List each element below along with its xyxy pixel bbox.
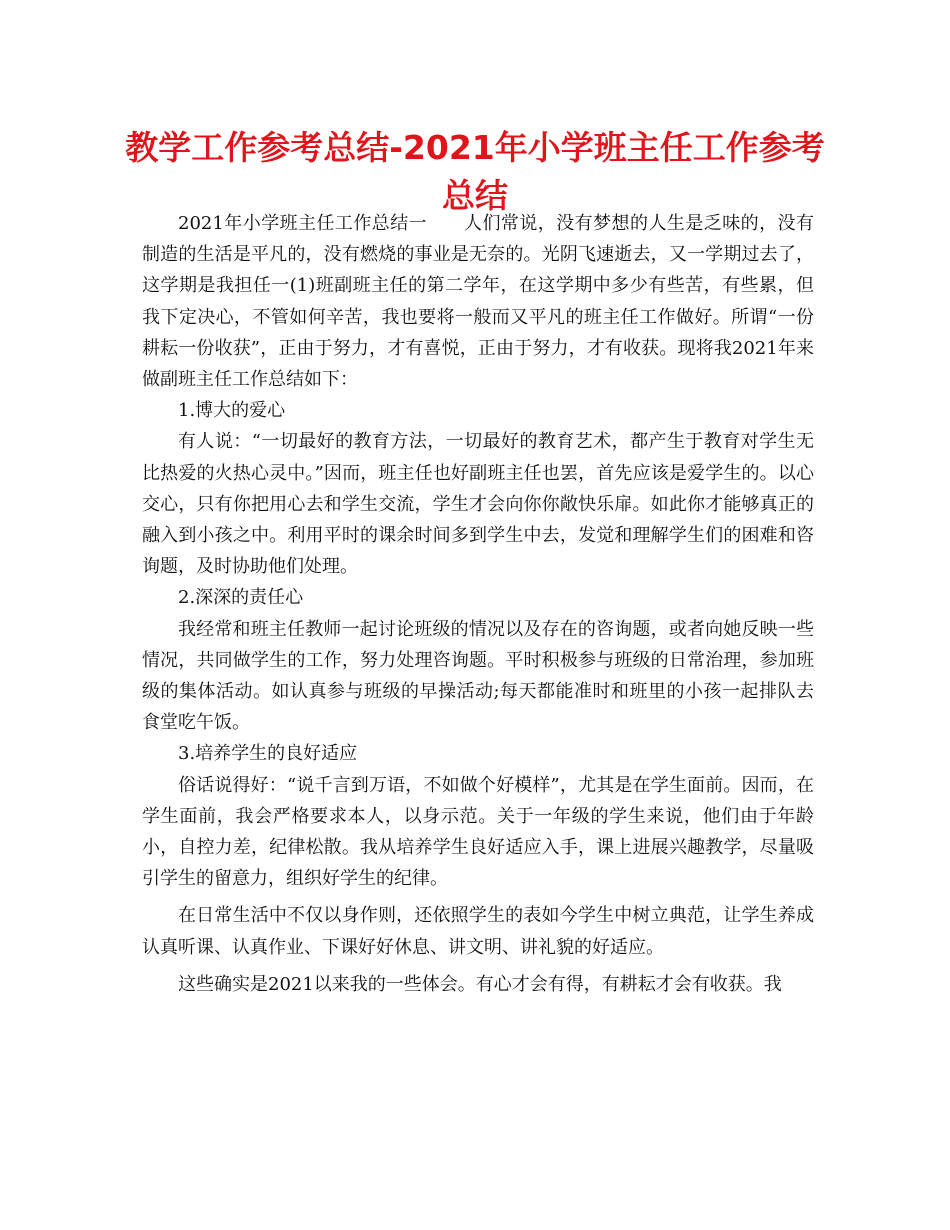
paragraph-responsibility: 我经常和班主任教师一起讨论班级的情况以及存在的咨询题，或者向她反映一些情况，共同做学生的工作，努力处理咨询题。平时积极参与班级的日常治理，参加班级的集体活动。如认真参与班级的早操活动;每天都能准时和班里的小孩一起排队去食堂吃午饭。 xyxy=(142,618,814,734)
paragraph-habits: 俗话说得好：“说千言到万语，不如做个好模样”，尤其是在学生面前。因而，在学生面前，我会严格要求本人，以身示范。关于一年级的学生来说，他们由于年龄小，自控力差，纪律松散。我从培养学生良好适应入手，课上进展兴趣教学，尽量吸引学生的留意力，组织好学生的纪律。 xyxy=(142,774,814,890)
section-heading-love: 1.博大的爱心 xyxy=(178,400,286,422)
paragraph-love: 有人说：“一切最好的教育方法，一切最好的教育艺术，都产生于教育对学生无比热爱的火热心灵中。”因而，班主任也好副班主任也罢，首先应该是爱学生的。以心交心，只有你把用心去和学生交流，学生才会向你你敞快乐扉。如此你才能够真正的融入到小孩之中。利用平时的课余时间多到学生中去，发觉和理解学生们的困难和咨询题，及时协助他们处理。 xyxy=(142,431,814,578)
document-title: 教学工作参考总结-2021年小学班主任工作参考总结 xyxy=(125,128,825,215)
paragraph-conclusion: 这些确实是2021以来我的一些体会。有心才会有得，有耕耘才会有收获。我 xyxy=(178,973,782,995)
paragraph-intro: 2021年小学班主任工作总结一 人们常说，没有梦想的人生是乏味的，没有制造的生活是平凡的，没有燃烧的事业是无奈的。光阴飞速逝去，又一学期过去了，这学期是我担任一(1)班副班主任的第二学年，在这学期中多少有些苦，有些累，但我下定决心，不管如何辛苦，我也要将一般而又平凡的班主任工作做好。所谓“一份耕耘一份收获”，正由于努力，才有喜悦，正由于努力，才有收获。现将我2021年来做副班主任工作总结如下： xyxy=(142,213,814,391)
section-heading-responsibility: 2.深深的责任心 xyxy=(178,587,304,609)
section-heading-habits: 3.培养学生的良好适应 xyxy=(178,743,358,765)
paragraph-daily-life: 在日常生活中不仅以身作则，还依照学生的表如今学生中树立典范，让学生养成认真听课、认真作业、下课好好休息、讲文明、讲礼貌的好适应。 xyxy=(142,905,814,958)
document-body xyxy=(142,208,814,1000)
